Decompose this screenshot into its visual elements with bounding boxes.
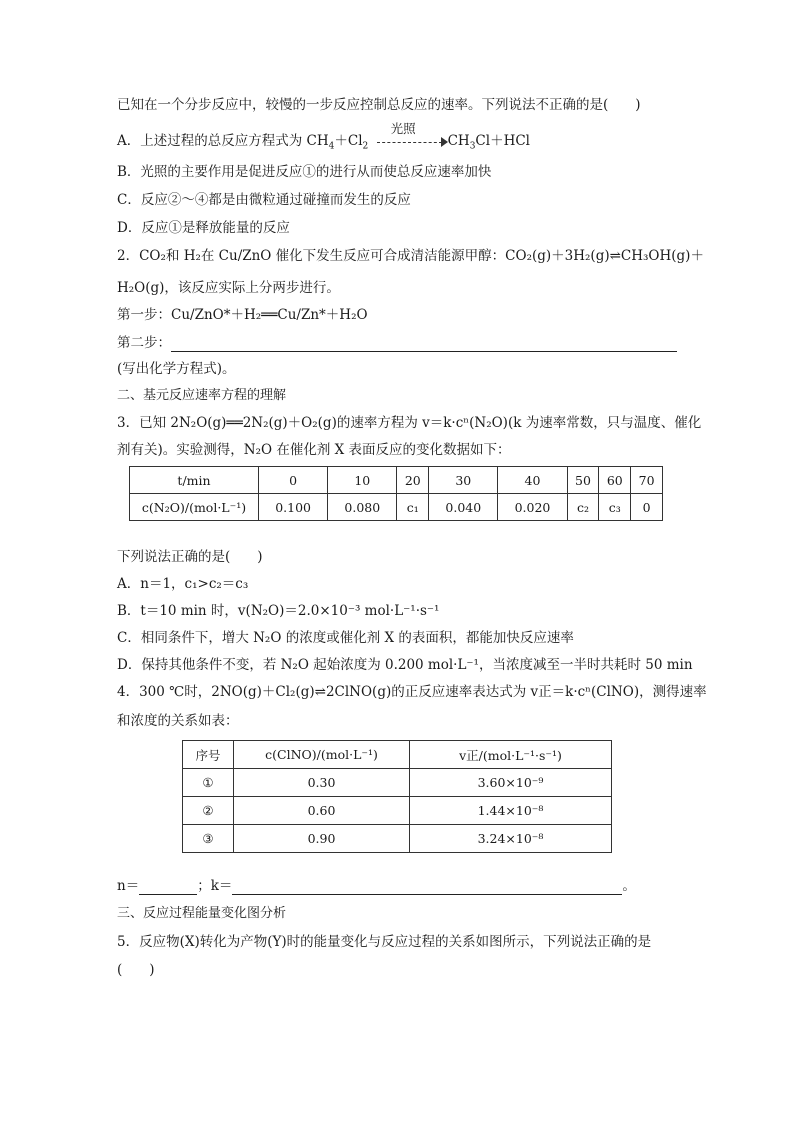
q4-answer [117,877,636,895]
q4-answer-k-label: ；k＝ [197,878,233,894]
arrow-condition: 光照 [390,121,416,136]
table-cell: ① [183,769,234,797]
table-cell: 10 [328,467,397,494]
section3-title: 三、反应过程能量变化图分析 [117,906,287,921]
q1-option-c: C．反应②～④都是由微粒通过碰撞而发生的反应 [117,192,411,208]
table-cell: c(ClNO)/(mol·L⁻¹) [234,741,410,769]
q1-stem: 已知在一个分步反应中，较慢的一步反应控制总反应的速率。下列说法不正确的是( ) [117,97,641,113]
q4-answer-end: 。 [622,878,636,894]
q2-note: (写出化学方程式)。 [117,361,236,377]
q1-a-mid: ＋Cl [334,133,363,149]
q3-line2: 剂有关)。实验测得，N₂O 在催化剂 X 表面反应的变化数据如下： [117,442,511,458]
table-cell: 3.24×10⁻⁸ [410,825,612,853]
table-cell: v正/(mol·L⁻¹·s⁻¹) [410,741,612,769]
table-cell: 0.30 [234,769,410,797]
table-cell: c₂ [567,494,599,521]
table-row [130,494,663,521]
section2-title: 二、基元反应速率方程的理解 [117,388,287,403]
data-table-clno [182,740,612,853]
table-cell: 0 [631,494,663,521]
reaction-arrow [373,121,448,150]
table-cell: ② [183,797,234,825]
table-cell: 40 [498,467,567,494]
table-cell: ③ [183,825,234,853]
table-cell: 0.90 [234,825,410,853]
q2-step2-label: 第二步： [117,335,171,351]
data-table-n2o [129,466,663,521]
q2-step1: 第一步：Cu/ZnO*＋H₂══Cu/Zn*＋H₂O [117,307,368,323]
table-cell: t/min [130,467,259,494]
table-cell: c₁ [397,494,429,521]
q2-line1: 2．CO₂和 H₂在 Cu/ZnO 催化下发生反应可合成清洁能源甲醇：CO₂(g)＋3H₂(g)⇌CH₃OH(g)＋ [117,248,704,264]
table-cell: 30 [429,467,498,494]
table-cell: c(N₂O)/(mol·L⁻¹) [130,494,259,521]
table-row [183,825,612,853]
q3-option-c: C．相同条件下，增大 N₂O 的浓度或催化剂 X 的表面积，都能加快反应速率 [117,630,574,646]
q4-line1: 4．300 ℃时，2NO(g)＋Cl₂(g)⇌2ClNO(g)的正反应速率表达式为 v正＝k·cⁿ(ClNO)，测得速率 [117,684,707,700]
table-cell: 序号 [183,741,234,769]
q1-option-d: D．反应①是释放能量的反应 [117,220,290,236]
table-cell: 70 [631,467,663,494]
table-header-row [183,741,612,769]
q1-option-a: A．上述过程的总反应方程式为 $CH_4+Cl_2$ 光照 $CH_3Cl+HCl$ [117,121,530,152]
answer-blank-n[interactable] [139,878,197,895]
q4-line2: 和浓度的关系如表： [117,713,239,729]
table-cell: c₃ [599,494,631,521]
answer-blank-step2[interactable] [171,335,677,352]
q1-a-suffix2: Cl＋HCl [475,133,530,149]
q2-line2: H₂O(g)，该反应实际上分两步进行。 [117,280,340,296]
q3-line1: 3．已知 2N₂O(g)══2N₂(g)＋O₂(g)的速率方程为 v＝k·cⁿ(N₂O)(k 为速率常数，只与温度、催化 [117,415,702,431]
table-cell: 0.100 [259,494,328,521]
q2-step2 [117,334,677,352]
table-cell: 50 [567,467,599,494]
table-cell: 0.020 [498,494,567,521]
answer-blank-k[interactable] [232,878,622,895]
q1-a-prefix: A．上述过程的总反应方程式为 CH [117,133,329,149]
table-row [183,797,612,825]
table-cell: 0.60 [234,797,410,825]
q3-option-b: B．t＝10 min 时，v(N₂O)＝2.0×10⁻³ mol·L⁻¹·s⁻¹ [117,603,440,619]
table-cell: 60 [599,467,631,494]
table-cell: 3.60×10⁻⁹ [410,769,612,797]
q3-option-a: A．n＝1，c₁>c₂＝c₃ [117,576,249,592]
table-row [183,769,612,797]
q3-option-d: D．保持其他条件不变，若 N₂O 起始浓度为 0.200 mol·L⁻¹，当浓度减至一半时共耗时 50 min [117,657,693,673]
table-cell: 0 [259,467,328,494]
q5-line2: ( ) [117,962,155,978]
table-cell: 1.44×10⁻⁸ [410,797,612,825]
q1-a-suffix: CH [447,133,470,149]
table-cell: 0.080 [328,494,397,521]
q1-option-b: B．光照的主要作用是促进反应①的进行从而使总反应速率加快 [117,164,492,180]
q4-answer-n-label: n＝ [117,878,140,894]
q3-ask: 下列说法正确的是( ) [117,549,263,565]
table-header-row [130,467,663,494]
table-cell: 20 [397,467,429,494]
q5-line1: 5．反应物(X)转化为产物(Y)时的能量变化与反应过程的关系如图所示，下列说法正确的是 [117,934,652,950]
table-cell: 0.040 [429,494,498,521]
